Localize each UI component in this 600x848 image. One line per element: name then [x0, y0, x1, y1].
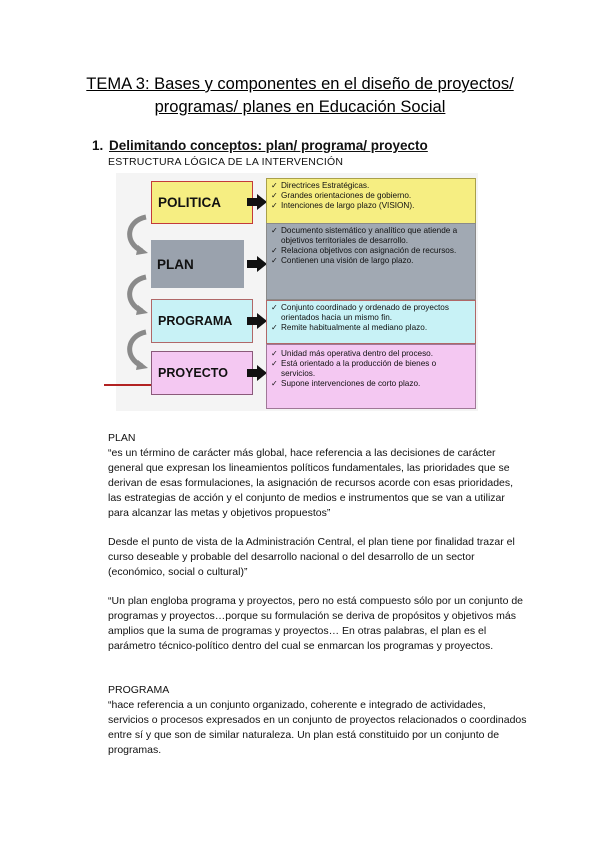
arrow-right-icon: [247, 194, 267, 210]
level-box-politica: POLITICA: [151, 181, 253, 224]
plan-quote: “es un término de carácter más global, hace referencia a las decisiones de carácter general que expresan los lineamientos políticos fundamentales, las prioridades que se derivan de esas formulaciones, la asignación de recursos acorde con esas prioridades, las estrategias de acción y el conjunto de medios e instrumentos que se van a utilizar para alcanzar las metas y objetivos propuestos”: [108, 447, 514, 519]
intervention-structure-diagram: [116, 173, 478, 411]
plan-section: [108, 431, 528, 521]
list-item: ✓ Contienen una visión de largo plazo.: [271, 256, 471, 266]
description-proyecto: [266, 344, 476, 409]
arrow-right-icon: [247, 256, 267, 272]
list-item: ✓ Directrices Estratégicas.: [271, 181, 471, 191]
programa-quote: “hace referencia a un conjunto organizado, coherente e integrado de actividades, servicios o procesos expresados en un conjunto de proyectos relacionados o coordinados entre sí y que son de similar naturaleza. Un plan está constituido por un conjunto de programas.: [108, 699, 527, 756]
plan-admin-paragraph: [108, 535, 528, 580]
list-item: ✓ Intenciones de largo plazo (VISION).: [271, 201, 471, 211]
page-title: [40, 73, 560, 119]
description-programa: [266, 300, 476, 344]
section-heading-text: Delimitando conceptos: plan/ programa/ proyecto: [109, 138, 428, 153]
page-title-line2: programas/ planes en Educación Social: [154, 98, 446, 116]
level-box-plan: PLAN: [151, 240, 244, 288]
list-item: ✓ Grandes orientaciones de gobierno.: [271, 191, 471, 201]
plan-admin-text: Desde el punto de vista de la Administración Central, el plan tiene por finalidad trazar el curso deseable y probable del desarrollo nacional o del desarrollo de un sector (económico, social o cultural)”: [108, 536, 515, 578]
list-item: ✓ Supone intervenciones de corto plazo.: [271, 379, 471, 389]
description-plan: [266, 223, 476, 300]
programa-label: PROGRAMA: [108, 684, 170, 696]
level-box-proyecto: PROYECTO: [151, 351, 253, 395]
list-item: ✓ Relaciona objetivos con asignación de recursos.: [271, 246, 471, 256]
arrow-right-icon: [247, 365, 267, 381]
list-item: ✓ Documento sistemático y analítico que atiende a objetivos territoriales de desarrollo.: [271, 226, 471, 246]
list-item: ✓ Está orientado a la producción de bienes o servicios.: [271, 359, 471, 379]
curved-arrow-icon: [120, 273, 150, 317]
arrow-right-icon: [247, 313, 267, 329]
diagram-caption: ESTRUCTURA LÓGICA DE LA INTERVENCIÓN: [108, 156, 344, 168]
list-item: ✓ Remite habitualmente al mediano plazo.: [271, 323, 471, 333]
level-box-programa: PROGRAMA: [151, 299, 253, 343]
plan-label: PLAN: [108, 432, 136, 444]
list-item: ✓ Conjunto coordinado y ordenado de proyectos orientados hacia un mismo fin.: [271, 303, 471, 323]
divider-line: [104, 384, 152, 386]
curved-arrow-icon: [120, 213, 150, 257]
page-title-line1: TEMA 3: Bases y componentes en el diseño de proyectos/: [86, 75, 514, 93]
list-item: ✓ Unidad más operativa dentro del proceso.: [271, 349, 471, 359]
curved-arrow-icon: [120, 328, 150, 372]
description-politica: [266, 178, 476, 224]
programa-section: [108, 683, 528, 758]
plan-engloba-text: “Un plan engloba programa y proyectos, pero no está compuesto sólo por un conjunto de programas y proyectos…porque su formulación se deriva de propósitos y objetivos más amplios que la suma de programas y proyectos… En otras palabras, el plan es el parámetro técnico-político dentro del cual se enmarcan los programas y proyectos.: [108, 595, 524, 652]
plan-engloba-paragraph: [108, 594, 528, 654]
section-heading: [92, 138, 428, 153]
section-number: 1.: [92, 138, 104, 153]
